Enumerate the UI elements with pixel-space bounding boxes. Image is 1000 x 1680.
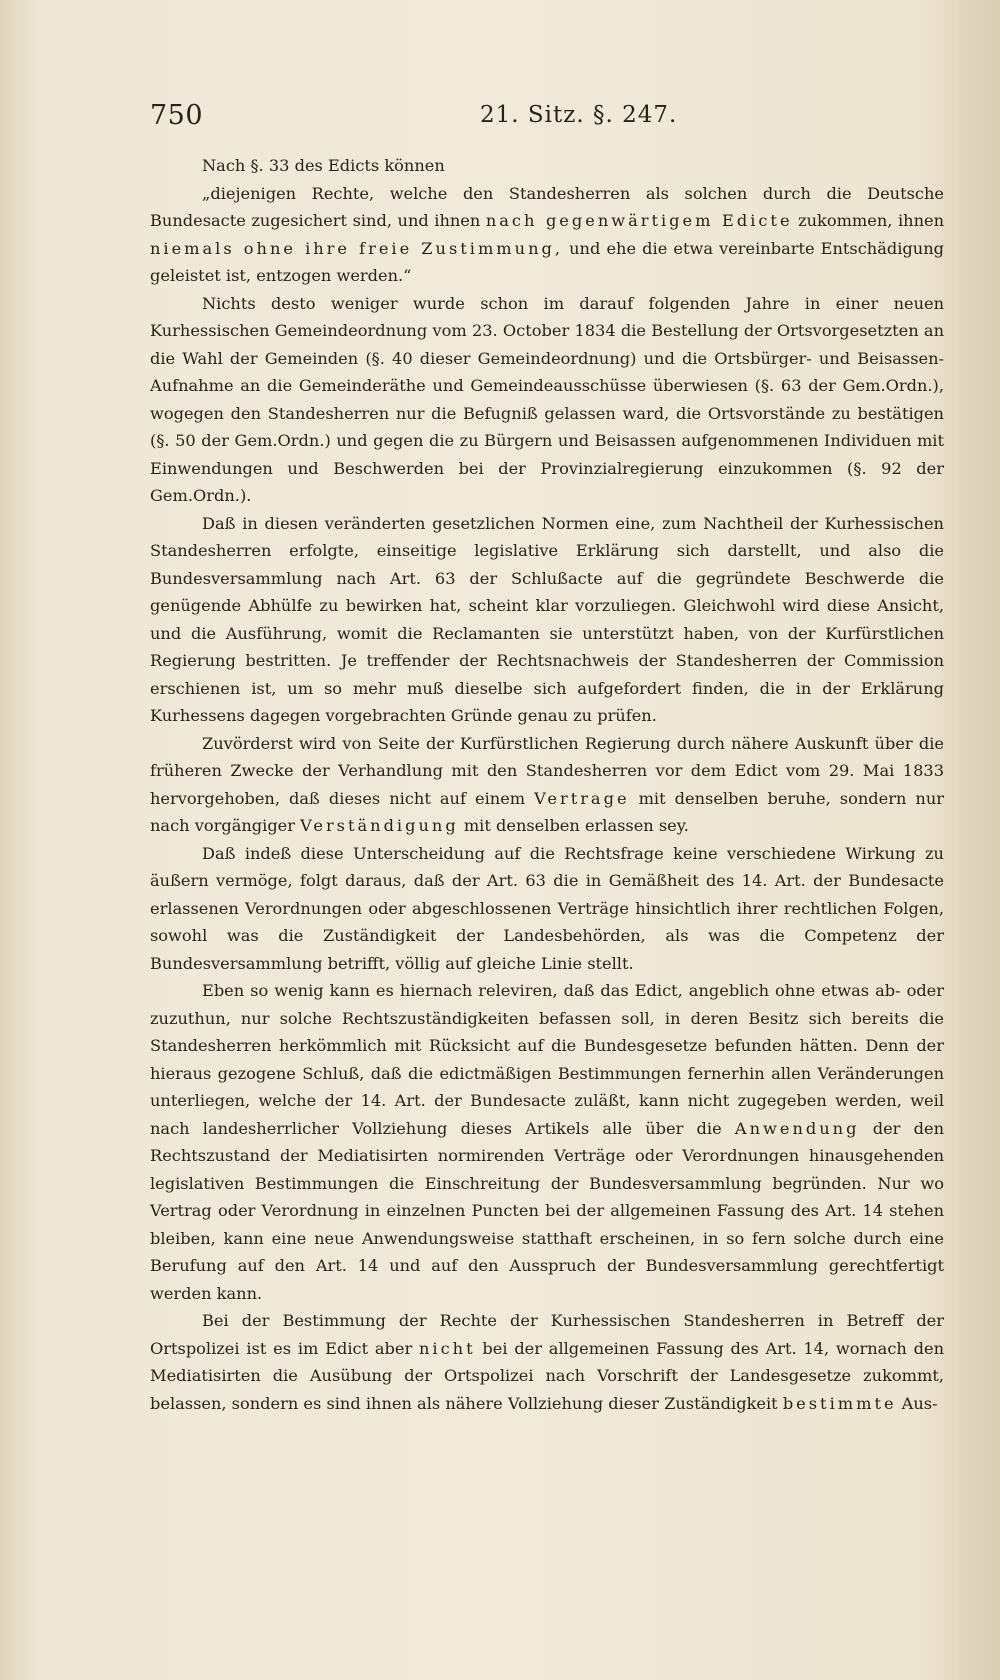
text-segment: mit denselben beruhe, sondern nur nach vorgängiger	[150, 788, 944, 835]
text-segment: Aus-	[896, 1393, 938, 1413]
body-text	[150, 152, 944, 1417]
emphasis-spaced: niemals ohne ihre freie Zustimmung,	[150, 238, 564, 258]
text-segment: „diejenigen Rechte, welche den Standesherren als solchen durch die Deutsche Bundesacte zugesichert sind, und ihnen	[150, 183, 944, 230]
emphasis-spaced: Anwendung	[734, 1118, 860, 1138]
emphasis-spaced: Verständigung	[300, 816, 459, 835]
text-segment: Daß in diesen veränderten gesetzlichen Normen eine, zum Nachtheil der Kurhessischen Standesherren erfolgte, einseitige legislative Erklärung sich darstellt, und also die Bundesversammlung nach Art. 63 der Schlußacte auf die gegründete Beschwerde die genügende Abhülfe zu bewirken hat, scheint klar vorzuliegen. Gleichwohl wird diese Ansicht, und die Ausführung, womit die Reclamanten sie unterstützt haben, von der Kurfürstlichen Regierung bestritten. Je treffender der Rechtsnachweis der Standesherren der Commission erschienen ist, um so mehr muß dieselbe sich aufgefordert finden, die in der Erklärung Kurhessens dagegen vorgebrachten Gründe genau zu prüfen.	[150, 513, 944, 725]
page-header	[150, 100, 950, 140]
emphasis-spaced: bestimmte	[782, 1393, 897, 1413]
text-segment: bei der allgemeinen Fassung des Art. 14, wornach den Mediatisirten die Ausübung der Ortspolizei nach Vorschrift der Landesgesetze zukommt, belassen, sondern es sind ihnen als nähere Vollziehung dieser Zuständigkeit	[150, 1338, 944, 1413]
paragraph	[150, 180, 944, 290]
text-segment: mit denselben erlassen sey.	[458, 816, 689, 835]
paragraph	[150, 290, 944, 510]
text-segment: der den Rechtszustand der Mediatisirten normirenden Verträge oder Verordnungen hinausgehenden legislativen Bestimmungen die Einschreitung der Bundesversammlung begründen. Nur wo Vertrag oder Verordnung in einzelnen Puncten bei der allgemeinen Fassung des Art. 14 stehen bleiben, kann eine neue Anwendungsweise statthaft erscheinen, in so fern solche durch eine Berufung auf den Art. 14 und auf den Ausspruch der Bundesversammlung gerechtfertigt werden kann.	[150, 1118, 944, 1303]
text-segment: Nach §. 33 des Edicts können	[202, 156, 445, 175]
running-title: 21. Sitz. §. 247.	[480, 102, 678, 128]
page-number: 750	[150, 100, 204, 131]
paragraph	[150, 977, 944, 1307]
paragraph	[150, 840, 944, 978]
text-segment: zukommen, ihnen	[792, 211, 944, 230]
text-segment: und ehe die etwa vereinbarte Entschädigung geleistet ist, entzogen werden.“	[150, 238, 944, 285]
text-segment: Eben so wenig kann es hiernach releviren, daß das Edict, angeblich ohne etwas ab- oder zuzuthun, nur solche Rechtszuständigkeiten befassen soll, in deren Besitz sich bereits die Standesherren herkömmlich mit Rücksicht auf die Bundesgesetze befunden hätten. Denn der hieraus gezogene Schluß, daß die edictmäßigen Bestimmungen fernerhin allen Veränderungen unterliegen, welche der 14. Art. der Bundesacte zuläßt, kann nicht zugegeben werden, weil nach landesherrlicher Vollziehung dieses Artikels alle über die	[150, 981, 944, 1138]
text-segment: Zuvörderst wird von Seite der Kurfürstlichen Regierung durch nähere Auskunft über die früheren Zwecke der Verhandlung mit den Standesherren vor dem Edict vom 29. Mai 1833 hervorgehoben, daß dieses nicht auf einem	[150, 733, 944, 808]
emphasis-spaced: nach gegenwärtigem Edicte	[485, 211, 793, 230]
emphasis-spaced: nicht	[419, 1338, 476, 1358]
paragraph	[150, 510, 944, 730]
text-segment: Nichts desto weniger wurde schon im darauf folgenden Jahre in einer neuen Kurhessischen Gemeindeordnung vom 23. October 1834 die Bestellung der Ortsvorgesetzten an die Wahl der Gemeinden (§. 40 dieser Gemeindeordnung) und die Ortsbürger- und Beisassen-Aufnahme an die Gemeinderäthe und Gemeindeausschüsse überwiesen (§. 63 der Gem.Ordn.), wogegen den Standesherren nur die Befugniß gelassen ward, die Ortsvorstände zu bestätigen (§. 50 der Gem.Ordn.) und gegen die zu Bürgern und Beisassen aufgenommenen Individuen mit Einwendungen und Beschwerden bei der Provinzialregierung einzukommen (§. 92 der Gem.Ordn.).	[150, 293, 944, 505]
text-segment: Daß indeß diese Unterscheidung auf die Rechtsfrage keine verschiedene Wirkung zu äußern vermöge, folgt daraus, daß der Art. 63 die in Gemäßheit des 14. Art. der Bundesacte erlassenen Verordnungen oder abgeschlossenen Verträge hinsichtlich ihrer rechtlichen Folgen, sowohl was die Zuständigkeit der Landesbehörden, als was die Competenz der Bundesversammlung betrifft, völlig auf gleiche Linie stellt.	[150, 843, 944, 973]
paragraph	[150, 730, 944, 840]
emphasis-spaced: Vertrage	[534, 788, 630, 808]
paragraph	[150, 1307, 944, 1417]
text-segment: Bei der Bestimmung der Rechte der Kurhessischen Standesherren in Betreff der Ortspolizei ist es im Edict aber	[150, 1311, 944, 1358]
paragraph	[150, 152, 944, 180]
